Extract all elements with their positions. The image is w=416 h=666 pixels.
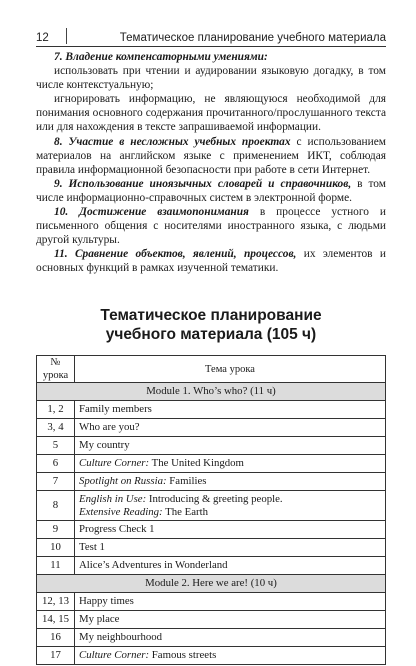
lesson-plan-table	[36, 355, 386, 665]
lesson-number: 3, 4	[37, 419, 75, 437]
lesson-topic-line	[79, 613, 381, 626]
table-row	[37, 473, 386, 491]
topic-text: Introducing & greeting people.	[146, 492, 283, 505]
item-9-heading: 9. Использование иноязычных словарей и справочников,	[54, 177, 352, 190]
paragraph-item-7	[36, 50, 386, 64]
lesson-number: 9	[37, 521, 75, 539]
lesson-topic	[75, 647, 386, 665]
topic-label: Culture Corner:	[79, 457, 150, 469]
table-row	[37, 521, 386, 539]
header-number-word: урока	[42, 370, 69, 381]
topic-text: My place	[79, 613, 120, 625]
lesson-topic-line	[79, 541, 381, 554]
lesson-topic-line	[79, 439, 381, 452]
lesson-topic-line	[79, 631, 381, 644]
table-body	[37, 383, 386, 665]
topic-text: Who are you?	[79, 421, 140, 433]
header-number-sign: №	[50, 357, 61, 368]
item-8-heading: 8. Участие в несложных учебных проектах	[54, 135, 291, 148]
topic-text: Family members	[79, 403, 152, 415]
lesson-topic	[75, 419, 386, 437]
table-row	[37, 437, 386, 455]
paragraph-item-10	[36, 205, 386, 247]
header-rule	[36, 46, 386, 47]
lesson-topic	[75, 455, 386, 473]
lesson-number: 7	[37, 473, 75, 491]
lesson-number: 12, 13	[37, 593, 75, 611]
lesson-number: 10	[37, 539, 75, 557]
topic-label: Spotlight on Russia:	[79, 475, 167, 487]
paragraph-item-7-1	[36, 64, 386, 92]
topic-label: English in Use:	[79, 492, 147, 505]
table-row	[37, 491, 386, 521]
item-9-text: в том числе информационно-справочных систем в электронной форме.	[36, 177, 386, 204]
lesson-topic	[75, 611, 386, 629]
page-number: 12	[36, 32, 49, 44]
item-7-line-1: использовать при чтении и аудировании языковую догадку, в том числе контекстуальную;	[36, 65, 386, 92]
paragraph-item-8	[36, 135, 386, 177]
lesson-number: 5	[37, 437, 75, 455]
lesson-topic	[75, 539, 386, 557]
topic-label: Extensive Reading:	[79, 505, 163, 518]
lesson-topic-line	[79, 523, 381, 536]
lesson-topic	[75, 437, 386, 455]
item-7-heading: 7. Владение компенсаторными умениями:	[54, 51, 268, 63]
paragraph-item-7-2	[36, 92, 386, 134]
item-10-heading: 10. Достижение взаимопонимания	[54, 206, 249, 219]
topic-text: Progress Check 1	[79, 523, 155, 535]
lesson-topic	[75, 593, 386, 611]
item-7-line-2: игнорировать информацию, не являющуюся необходимой для понимания основного содержания прочитанного/прослушанного текста или для нахождения в тексте запрашиваемой информации.	[36, 93, 386, 134]
table-row	[37, 593, 386, 611]
section-heading-line-2: учебного материала (105 ч)	[105, 326, 317, 343]
table-row	[37, 419, 386, 437]
topic-text: The United Kingdom	[149, 457, 244, 469]
table-row	[37, 455, 386, 473]
lesson-topic-line	[79, 457, 381, 470]
topic-text: Happy times	[79, 595, 134, 607]
topic-text: Families	[166, 475, 207, 487]
topic-text: My country	[79, 439, 130, 451]
lesson-topic-line	[79, 506, 381, 519]
lesson-topic	[75, 557, 386, 575]
lesson-topic	[75, 401, 386, 419]
module-title: Module 2. Here we are! (10 ч)	[37, 575, 386, 593]
lesson-topic-line	[79, 595, 381, 608]
lesson-number: 11	[37, 557, 75, 575]
table-row	[37, 611, 386, 629]
table-header-row	[37, 356, 386, 383]
header-separator	[66, 28, 67, 44]
lesson-topic-line	[79, 649, 381, 662]
module-2-row	[37, 575, 386, 593]
topic-text: Test 1	[79, 541, 105, 553]
page-header	[36, 24, 386, 44]
header-lesson-topic: Тема урока	[75, 356, 386, 383]
topic-text: Alice’s Adventures in Wonderland	[79, 559, 228, 571]
lesson-number: 8	[37, 491, 75, 521]
table-row	[37, 647, 386, 665]
item-11-text: их элементов и основных функций в рамках изученной тематики.	[36, 248, 386, 275]
lesson-topic	[75, 491, 386, 521]
item-10-text: в процессе устного и письменного общения с носителями иностранного языка, с людьми другой культуры.	[36, 206, 386, 247]
paragraph-item-9	[36, 177, 386, 205]
topic-text: My neighbourhood	[79, 631, 163, 643]
lesson-topic	[75, 473, 386, 491]
table-row	[37, 557, 386, 575]
header-lesson-number	[37, 356, 75, 383]
lesson-number: 1, 2	[37, 401, 75, 419]
lesson-topic-line	[79, 421, 381, 434]
topic-text: The Earth	[162, 505, 209, 518]
paragraph-item-11	[36, 247, 386, 275]
lesson-topic	[75, 521, 386, 539]
lesson-topic-line	[79, 559, 381, 572]
table-row	[37, 539, 386, 557]
lesson-number: 16	[37, 629, 75, 647]
item-11-heading: 11. Сравнение объектов, явлений, процессов,	[54, 248, 297, 261]
topic-text: Famous streets	[149, 649, 217, 661]
lesson-number: 14, 15	[37, 611, 75, 629]
topic-label: Culture Corner:	[79, 649, 150, 661]
lesson-topic-line	[79, 493, 381, 506]
lesson-topic-line	[79, 403, 381, 416]
table-row	[37, 629, 386, 647]
body-text	[36, 50, 386, 276]
module-title: Module 1. Who’s who? (11 ч)	[37, 383, 386, 401]
module-1-row	[37, 383, 386, 401]
lesson-number: 6	[37, 455, 75, 473]
lesson-number: 17	[37, 647, 75, 665]
lesson-topic	[75, 629, 386, 647]
table-row	[37, 401, 386, 419]
section-heading-line-1: Тематическое планирование	[100, 307, 322, 324]
lesson-topic-line	[79, 475, 381, 488]
section-heading	[36, 306, 386, 344]
item-8-text: с использованием материалов на английском языке с применением ИКТ, соблюдая правила информационной безопасности при работе в сети Интернет.	[36, 135, 386, 176]
running-title: Тематическое планирование учебного материала	[119, 32, 386, 44]
